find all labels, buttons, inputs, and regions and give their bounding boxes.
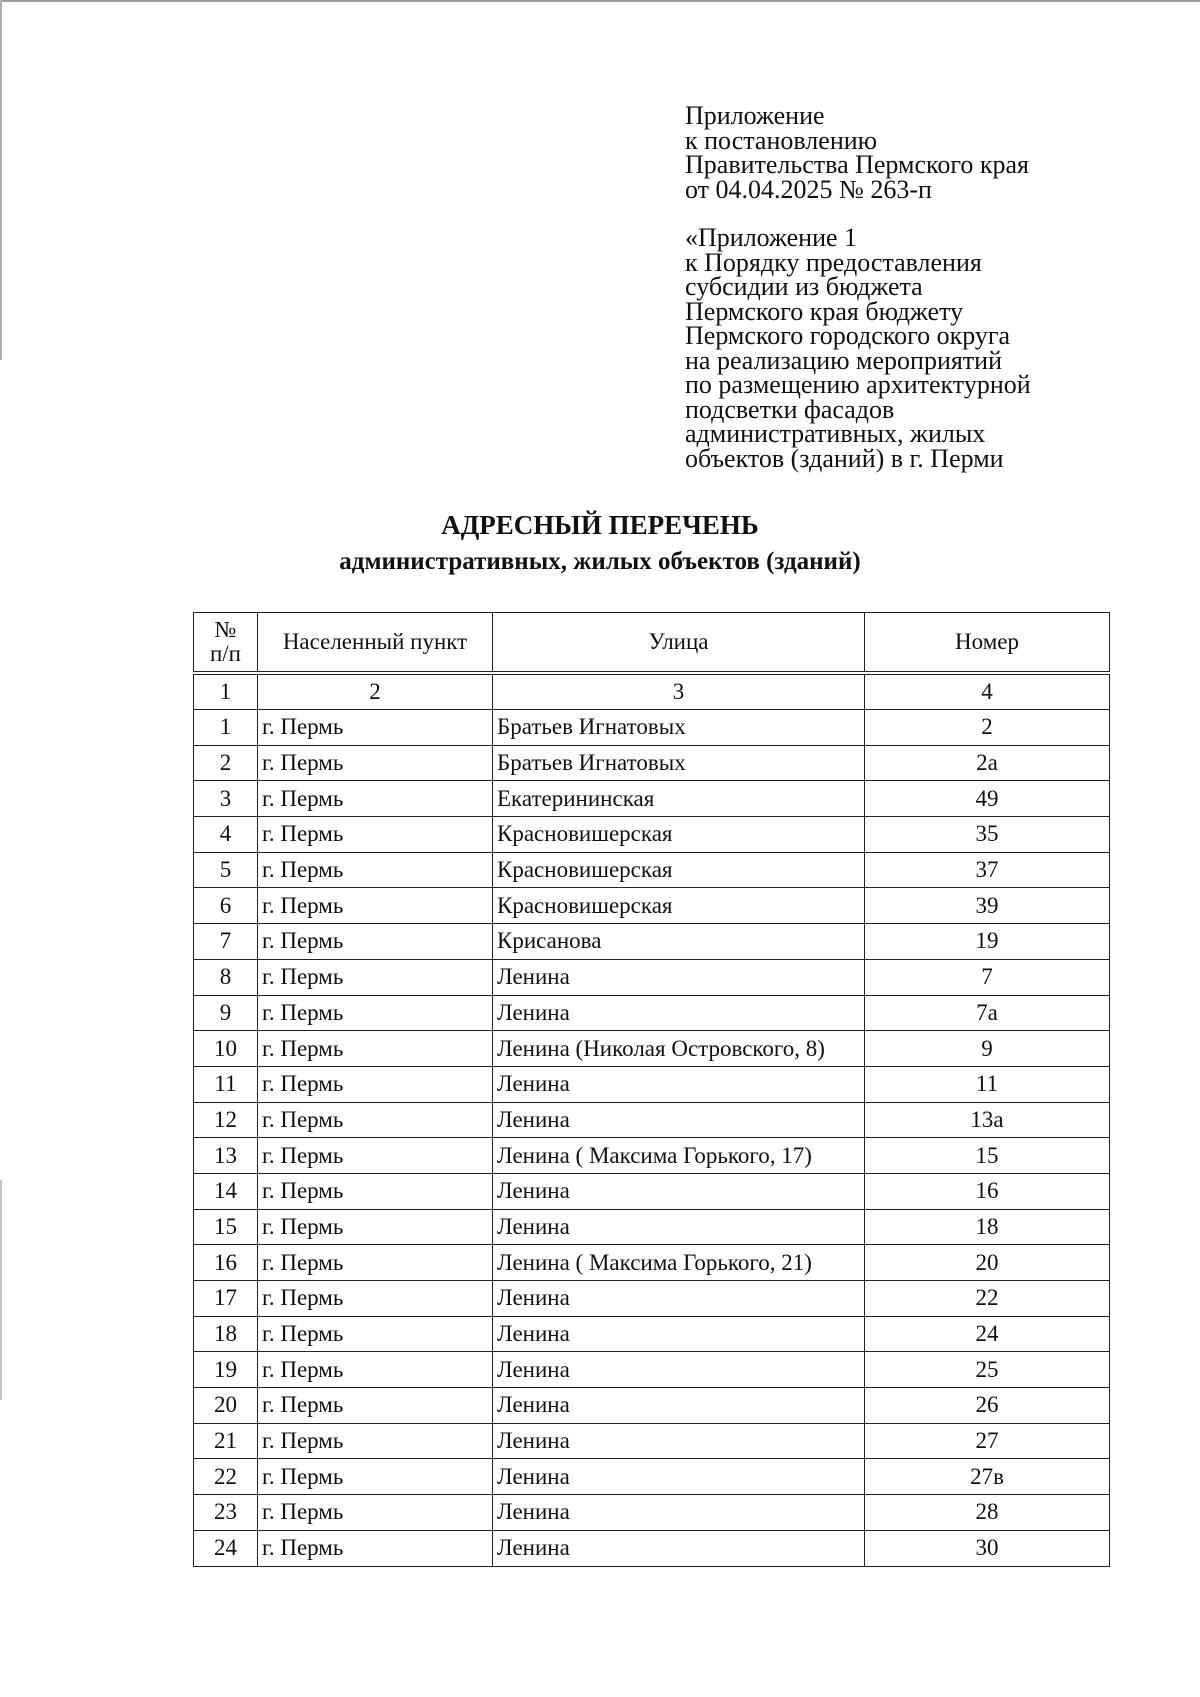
city-cell: г. Пермь [258,995,493,1031]
table-row [194,1138,1110,1174]
street-cell: Красновишерская [493,852,865,888]
scan-edge-left-lower [0,1180,2,1400]
city-cell: г. Пермь [258,1316,493,1352]
house-number-cell: 24 [865,1316,1110,1352]
header-row [194,613,1110,674]
street-cell: Ленина [493,1423,865,1459]
row-number-cell: 9 [194,995,258,1031]
house-number-cell: 7а [865,995,1110,1031]
row-number-cell: 19 [194,1352,258,1388]
house-number-cell: 25 [865,1352,1110,1388]
annex-quote-line: административных, жилых [685,419,986,448]
street-cell: Ленина [493,1316,865,1352]
table-row [194,1388,1110,1424]
street-cell: Братьев Игнатовых [493,745,865,781]
city-cell: г. Пермь [258,1423,493,1459]
house-number-cell: 2а [865,745,1110,781]
table-row [194,852,1110,888]
house-number-cell: 27 [865,1423,1110,1459]
city-cell: г. Пермь [258,781,493,817]
row-number-cell: 8 [194,959,258,995]
house-number-cell: 7 [865,959,1110,995]
house-number-cell: 18 [865,1209,1110,1245]
table-row [194,1245,1110,1281]
header-number-abbr: п/п [209,641,241,666]
house-number-cell: 37 [865,852,1110,888]
city-cell: г. Пермь [258,959,493,995]
city-cell: г. Пермь [258,1530,493,1566]
annex-quote-line: подсветки фасадов [685,394,895,424]
city-cell: г. Пермь [258,1245,493,1281]
annex-header [685,101,1085,473]
street-cell: Ленина ( Максима Горького, 21) [493,1245,865,1281]
street-cell: Ленина [493,995,865,1031]
row-number-cell: 4 [194,817,258,853]
house-number-cell: 19 [865,924,1110,960]
annex-quote-line: объектов (зданий) в г. Перми [685,443,1004,473]
scan-edge-left [0,0,2,360]
street-cell: Ленина (Николая Островского, 8) [493,1031,865,1067]
street-cell: Красновишерская [493,817,865,853]
annex-quote-line: на реализацию мероприятий [685,345,1003,375]
row-number-cell: 22 [194,1459,258,1495]
table-row [194,1031,1110,1067]
column-number: 2 [258,673,493,710]
table-body [194,673,1110,1566]
header-number-symbol: № [214,617,237,642]
row-number-cell: 10 [194,1031,258,1067]
header-street: Улица [493,613,865,674]
table-row [194,817,1110,853]
city-cell: г. Пермь [258,1388,493,1424]
row-number-cell: 5 [194,852,258,888]
city-cell: г. Пермь [258,852,493,888]
table-row [194,1352,1110,1388]
table-row [194,710,1110,746]
row-number-cell: 3 [194,781,258,817]
table-row [194,888,1110,924]
house-number-cell: 39 [865,888,1110,924]
house-number-cell: 35 [865,817,1110,853]
house-number-cell: 22 [865,1281,1110,1317]
row-number-cell: 11 [194,1066,258,1102]
column-numbers-row [194,673,1110,710]
street-cell: Ленина [493,959,865,995]
column-number: 4 [865,673,1110,710]
table-row [194,1316,1110,1352]
house-number-cell: 16 [865,1173,1110,1209]
house-number-cell: 27в [865,1459,1110,1495]
street-cell: Ленина [493,1281,865,1317]
house-number-cell: 26 [865,1388,1110,1424]
row-number-cell: 14 [194,1173,258,1209]
house-number-cell: 49 [865,781,1110,817]
house-number-cell: 11 [865,1066,1110,1102]
city-cell: г. Пермь [258,1281,493,1317]
city-cell: г. Пермь [258,817,493,853]
street-cell: Братьев Игнатовых [493,710,865,746]
street-cell: Крисанова [493,924,865,960]
annex-quote-line: к Порядку предоставления [685,247,982,277]
street-cell: Ленина [493,1495,865,1531]
street-cell: Красновишерская [493,888,865,924]
table-row [194,1459,1110,1495]
row-number-cell: 21 [194,1423,258,1459]
annex-line: от 04.04.2025 № 263-п [685,174,932,204]
house-number-cell: 15 [865,1138,1110,1174]
city-cell: г. Пермь [258,1031,493,1067]
street-cell: Ленина [493,1459,865,1495]
city-cell: г. Пермь [258,1495,493,1531]
street-cell: Ленина ( Максима Горького, 17) [493,1138,865,1174]
table-row [194,924,1110,960]
street-cell: Ленина [493,1388,865,1424]
annex-quote-line: «Приложение 1 [685,223,858,252]
table-row [194,1102,1110,1138]
table-row [194,1495,1110,1531]
table-header [194,613,1110,674]
column-number: 1 [194,673,258,710]
annex-line: Правительства Пермского края [685,150,1029,179]
row-number-cell: 12 [194,1102,258,1138]
house-number-cell: 2 [865,710,1110,746]
city-cell: г. Пермь [258,710,493,746]
row-number-cell: 7 [194,924,258,960]
city-cell: г. Пермь [258,1173,493,1209]
annex-quote-line: субсидии из бюджета [685,272,923,301]
row-number-cell: 6 [194,888,258,924]
row-number-cell: 17 [194,1281,258,1317]
table-row [194,959,1110,995]
house-number-cell: 13а [865,1102,1110,1138]
annex-line: Приложение [685,101,825,130]
table-row [194,1530,1110,1566]
table-row [194,1066,1110,1102]
row-number-cell: 13 [194,1138,258,1174]
street-cell: Ленина [493,1209,865,1245]
row-number-cell: 1 [194,710,258,746]
annex-quote-line: Пермского края бюджету [685,296,964,326]
header-number [194,613,258,674]
city-cell: г. Пермь [258,924,493,960]
street-cell: Екатерининская [493,781,865,817]
row-number-cell: 18 [194,1316,258,1352]
street-cell: Ленина [493,1066,865,1102]
table-row [194,1173,1110,1209]
house-number-cell: 20 [865,1245,1110,1281]
annex-quote-line: по размещению архитектурной [685,370,1031,399]
table-row [194,781,1110,817]
city-cell: г. Пермь [258,1459,493,1495]
row-number-cell: 23 [194,1495,258,1531]
header-house: Номер [865,613,1110,674]
scan-edge-top [0,0,1200,2]
city-cell: г. Пермь [258,745,493,781]
city-cell: г. Пермь [258,1066,493,1102]
house-number-cell: 30 [865,1530,1110,1566]
annex-quote-line: Пермского городского округа [685,321,1011,350]
city-cell: г. Пермь [258,1138,493,1174]
row-number-cell: 2 [194,745,258,781]
row-number-cell: 20 [194,1388,258,1424]
column-number: 3 [493,673,865,710]
table-row [194,1423,1110,1459]
city-cell: г. Пермь [258,888,493,924]
document-subtitle: административных, жилых объектов (зданий) [339,548,861,575]
table-row [194,745,1110,781]
document-title: АДРЕСНЫЙ ПЕРЕЧЕНЬ [441,510,759,540]
street-cell: Ленина [493,1102,865,1138]
table-row [194,995,1110,1031]
row-number-cell: 16 [194,1245,258,1281]
city-cell: г. Пермь [258,1352,493,1388]
street-cell: Ленина [493,1173,865,1209]
house-number-cell: 9 [865,1031,1110,1067]
header-city: Населенный пункт [258,613,493,674]
street-cell: Ленина [493,1530,865,1566]
table-row [194,1209,1110,1245]
street-cell: Ленина [493,1352,865,1388]
city-cell: г. Пермь [258,1102,493,1138]
row-number-cell: 24 [194,1530,258,1566]
city-cell: г. Пермь [258,1209,493,1245]
address-table [193,612,1110,1567]
annex-line: к постановлению [685,125,878,155]
row-number-cell: 15 [194,1209,258,1245]
table-row [194,1281,1110,1317]
house-number-cell: 28 [865,1495,1110,1531]
